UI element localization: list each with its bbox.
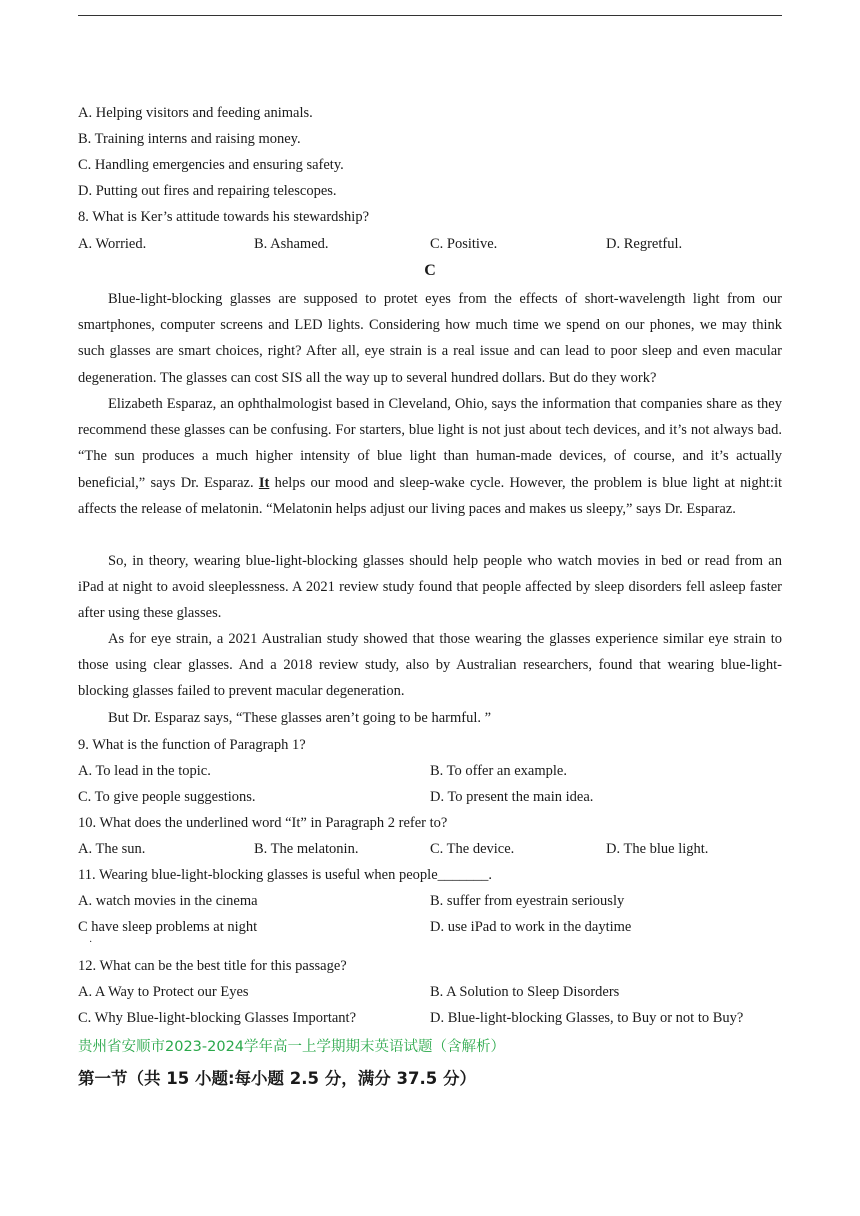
q12-stem: 12. What can be the best title for this passage? [78,958,347,974]
q8-option-d: D. Regretful. [606,236,683,252]
q12-option-d: D. Blue-light-blocking Glasses, to Buy or not to Buy? [430,1010,744,1026]
stray-dot: · [89,937,93,948]
q9-option-b: B. To offer an example. [430,763,567,779]
q10-option-b: B. The melatonin. [254,841,359,857]
paragraph-1: Blue-light-blocking glasses are supposed to protet eyes from the effects of short-wavelength light from our smartphones, computer screens and LED lights. Considering how much time we spend on our phones, we may think such glasses are smart choices, right? After all, eye strain is a real issue and can lead to poor sleep and even macular degeneration. The glasses can cost SIS all the way up to several hundred dollars. But do they work? [78,291,782,386]
q10-option-c: C. The device. [430,841,515,857]
section-label: C [424,262,436,279]
q11-stem: 11. Wearing blue-light-blocking glasses is useful when people_______. [78,867,493,883]
header-rule [78,15,782,16]
paragraph-4: As for eye strain, a 2021 Australian study showed that those wearing the glasses experience similar eye strain to those using clear glasses. And a 2018 review study, also by Australian researchers, found that wearing blue-light-blocking glasses failed to prevent macular degeneration. [78,631,782,700]
q9-option-c: C. To give people suggestions. [78,789,256,805]
paragraph-2 [78,391,782,522]
paragraph-3: So, in theory, wearing blue-light-blocking glasses should help people who watch movies in bed or read from an iPad at night to avoid sleeplessness. A 2021 review study found that people affected by sleep disorders fell asleep faster after using these glasses. [78,553,782,622]
q7-option-c: C. Handling emergencies and ensuring safety. [78,157,344,173]
q12-option-c: C. Why Blue-light-blocking Glasses Important? [78,1010,357,1026]
q11-option-d: D. use iPad to work in the daytime [430,919,632,935]
q9-option-a: A. To lead in the topic. [78,763,211,779]
q7-option-d: D. Putting out fires and repairing telescopes. [78,183,337,199]
paragraph-2-text-before: Elizabeth Esparaz, an ophthalmologist based in Cleveland, Ohio, says the information that companies share as they recommend these glasses can be confusing. For starters, blue light is not just about tech devices, and it’s not always bad. “The sun produces a much higher intensity of blue light than human-made devices, of course, and it’s actually beneficial,” says Dr. Esparaz. [78,396,782,491]
q11-option-b: B. suffer from eyestrain seriously [430,893,625,909]
q11-option-a: A. watch movies in the cinema [78,893,258,909]
q12-option-b: B. A Solution to Sleep Disorders [430,984,620,1000]
q11-option-c: C have sleep problems at night [78,919,258,935]
section-heading: 第一节（共 15 小题:每小题 2.5 分，满分 37.5 分） [78,1069,476,1088]
q9-stem: 9. What is the function of Paragraph 1? [78,737,306,753]
q8-option-a: A. Worried. [78,236,147,252]
q10-option-a: A. The sun. [78,841,146,857]
source-link[interactable]: 贵州省安顺市2023-2024学年高一上学期期末英语试题（含解析） [78,1039,506,1055]
q8-stem: 8. What is Ker’s attitude towards his stewardship? [78,209,370,225]
q9-option-d: D. To present the main idea. [430,789,594,805]
q12-option-a: A. A Way to Protect our Eyes [78,984,249,1000]
q7-option-b: B. Training interns and raising money. [78,131,301,147]
paragraph-5: But Dr. Esparaz says, “These glasses aren’t going to be harmful. ” [108,710,492,726]
q10-stem: 10. What does the underlined word “It” in Paragraph 2 refer to? [78,815,448,831]
q8-option-c: C. Positive. [430,236,498,252]
paragraph-2-text-after: helps our mood and sleep-wake cycle. However, the problem is blue light at night:it affects the release of melatonin. “Melatonin helps adjust our living paces and makes us sleepy,” says Dr. Esparaz. [78,474,783,517]
q10-option-d: D. The blue light. [606,841,709,857]
q7-option-a: A. Helping visitors and feeding animals. [78,105,313,121]
q8-option-b: B. Ashamed. [254,236,329,252]
underlined-word: It [258,474,270,491]
